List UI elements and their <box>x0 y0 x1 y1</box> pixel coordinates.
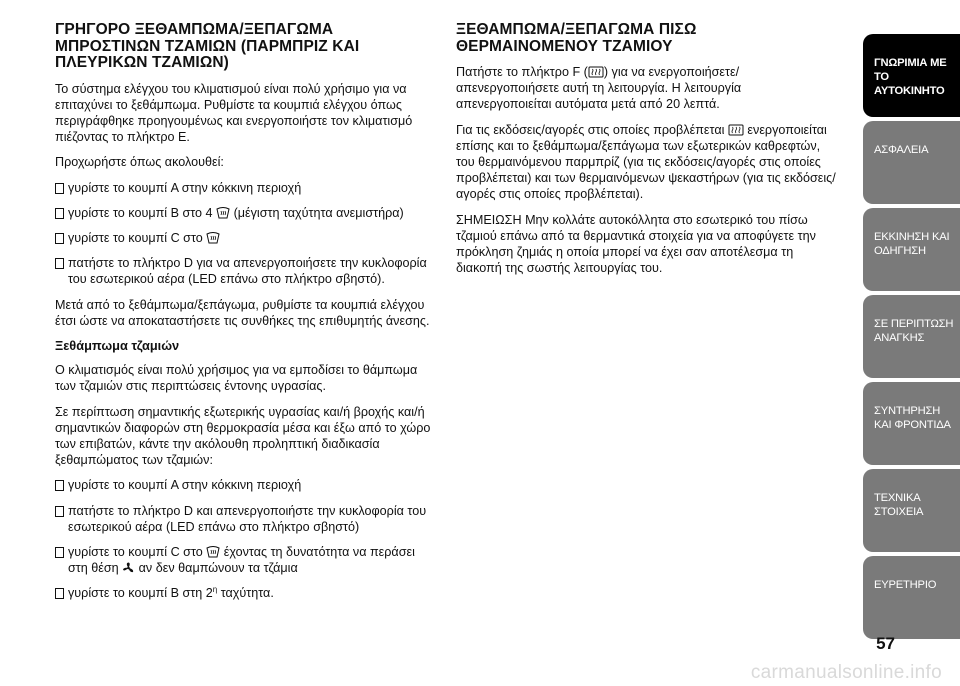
left-column <box>55 22 435 611</box>
paragraph: Προχωρήστε όπως ακολουθεί: <box>55 155 224 170</box>
list-text: ταχύτητα. <box>220 586 274 601</box>
tab-safety[interactable]: ΑΣΦΑΛΕΙΑ <box>863 121 960 204</box>
tab-index[interactable]: ΕΥΡΕΤΗΡΙΟ <box>863 556 960 639</box>
superscript: η <box>212 585 218 595</box>
windscreen-defrost-icon <box>206 546 220 558</box>
windscreen-defrost-icon <box>206 232 220 244</box>
list-text: γυρίστε το κουμπί B στη 2 <box>68 586 213 601</box>
list-item: γυρίστε το κουμπί A στην κόκκινη περιοχή <box>55 477 435 493</box>
text: ενεργοποιείται επίσης και το ξεθάμπωμα/ξεπάγωμα των εξωτερικών καθρεφτών, του θερμαινόμενου παρμπρίζ (για τις εκδόσεις/αγορές στις οποίες προβλέπεται) και των θερμαινόμενων ψεκαστήρων (για τις εκδόσεις/αγορές στις οποίες προβλέπεται). <box>456 122 836 202</box>
tab-in-emergency[interactable]: ΣΕ ΠΕΡΙΠΤΩΣΗ ΑΝΑΓΚΗΣ <box>863 295 960 378</box>
tab-technical-data[interactable]: ΤΕΧΝΙΚΑ ΣΤΟΙΧΕΙΑ <box>863 469 960 552</box>
fan-icon <box>122 562 135 574</box>
watermark: carmanualsonline.info <box>750 662 942 683</box>
rear-defrost-icon <box>728 124 744 136</box>
text: Πατήστε το πλήκτρο F ( <box>456 65 588 79</box>
list-item <box>55 230 435 246</box>
section-title-front-defrost: ΓΡΗΓΟΡΟ ΞΕΘΑΜΠΩΜΑ/ΞΕΠΑΓΩΜΑ ΜΠΡΟΣΤΙΝΩΝ ΤΖΑΜΙΩΝ (ΠΑΡΜΠΡΙΖ ΚΑΙ ΠΛΕΥΡΙΚΩΝ ΤΖΑΜΙΩΝ) <box>55 21 360 71</box>
subheading: Ξεθάμπωμα τζαμιών <box>55 337 180 353</box>
list-item: γυρίστε το κουμπί A στην κόκκινη περιοχή <box>55 180 435 196</box>
list-text: γυρίστε το κουμπί C στο <box>68 230 203 245</box>
note-paragraph: ΣΗΜΕΙΩΣΗ Μην κολλάτε αυτοκόλλητα στο εσωτερικό του πίσω τζαμιού επάνω από τα θερμαντικά στοιχεία για να αποφύγετε την πρόκληση ζημιάς η οποία μπορεί να έχει σαν αποτέλεσμα τη διακοπή της σωστής λειτουργίας του. <box>456 212 816 276</box>
list-item: πατήστε το πλήκτρο D και απενεργοποιήστε την κυκλοφορία του εσωτερικού αέρα (LED επάνω στο πλήκτρο σβηστό) <box>55 503 435 535</box>
list-text: έχοντας τη δυνατότητα να περάσει στη θέση <box>68 544 415 576</box>
procedure-list <box>55 477 435 601</box>
section-title-rear-defrost: ΞΕΘΑΜΠΩΜΑ/ΞΕΠΑΓΩΜΑ ΠΙΣΩ ΘΕΡΜΑΙΝΟΜΕΝΟΥ ΤΖΑΜΙΟΥ <box>456 21 697 55</box>
paragraph: Το σύστημα ελέγχου του κλιματισμού είναι πολύ χρήσιμο για να επιταχύνει το ξεθάμπωμα. Ρυθμίστε τα κουμπιά ελέγχου όπως περιγράφθηκε προηγουμένως και ενεργοποιήστε τον κλιματισμό πιέζοντας το πλήκτρο E. <box>55 81 413 145</box>
list-text: αν δεν θαμπώνουν τα τζάμια <box>138 561 298 576</box>
paragraph: Μετά από το ξεθάμπωμα/ξεπάγωμα, ρυθμίστε τα κουμπιά ελέγχου έτσι ώστε να αποκαταστήσετε τις συνθήκες της επιθυμητής άνεσης. <box>55 297 430 328</box>
tab-starting-and-driving[interactable]: ΕΚΚΙΝΗΣΗ ΚΑΙ ΟΔΗΓΗΣΗ <box>863 208 960 291</box>
text: ) για να ενεργοποιήσετε/απενεργοποιήσετε αυτή τη λειτουργία. Η λειτουργία απενεργοποιείται αυτόματα μετά από 20 λεπτά. <box>456 65 742 112</box>
paragraph <box>456 122 840 203</box>
windscreen-defrost-icon <box>216 207 230 219</box>
list-item: πατήστε το πλήκτρο D για να απενεργοποιήσετε την κυκλοφορία του εσωτερικού αέρα (LED επάνω στο πλήκτρο σβηστό). <box>55 255 435 287</box>
tab-maintenance-and-care[interactable]: ΣΥΝΤΗΡΗΣΗ ΚΑΙ ΦΡΟΝΤΙΔΑ <box>863 382 960 465</box>
procedure-list <box>55 180 435 288</box>
paragraph: Σε περίπτωση σημαντικής εξωτερικής υγρασίας και/ή βροχής και/ή σημαντικών διαφορών στη θερμοκρασία μέσα και έξω από το χώρο των επιβατών, κάντε την ακόλουθη προληπτική διαδικασία ξεθαμπώματος των τζαμιών: <box>55 404 431 468</box>
rear-defrost-icon <box>588 66 604 78</box>
list-text: γυρίστε το κουμπί B στο 4 <box>68 205 213 220</box>
right-column <box>456 22 840 285</box>
paragraph: Ο κλιματισμός είναι πολύ χρήσιμος για να εμποδίσει το θάμπωμα των τζαμιών στις περιπτώσεις έντονης υγρασίας. <box>55 363 418 394</box>
chapter-tabs <box>863 34 960 643</box>
page-number: 57 <box>876 634 895 653</box>
tab-getting-to-know-vehicle[interactable]: ΓΝΩΡΙΜΙΑ ΜΕ ΤΟ ΑΥΤΟΚΙΝΗΤΟ <box>863 34 960 117</box>
list-text: γυρίστε το κουμπί C στο <box>68 544 203 559</box>
list-text: (μέγιστη ταχύτητα ανεμιστήρα) <box>233 205 404 220</box>
paragraph <box>456 64 840 113</box>
list-item <box>55 544 435 576</box>
text: Για τις εκδόσεις/αγορές στις οποίες προβλέπεται <box>456 122 725 137</box>
list-item <box>55 585 435 601</box>
list-item <box>55 205 435 221</box>
